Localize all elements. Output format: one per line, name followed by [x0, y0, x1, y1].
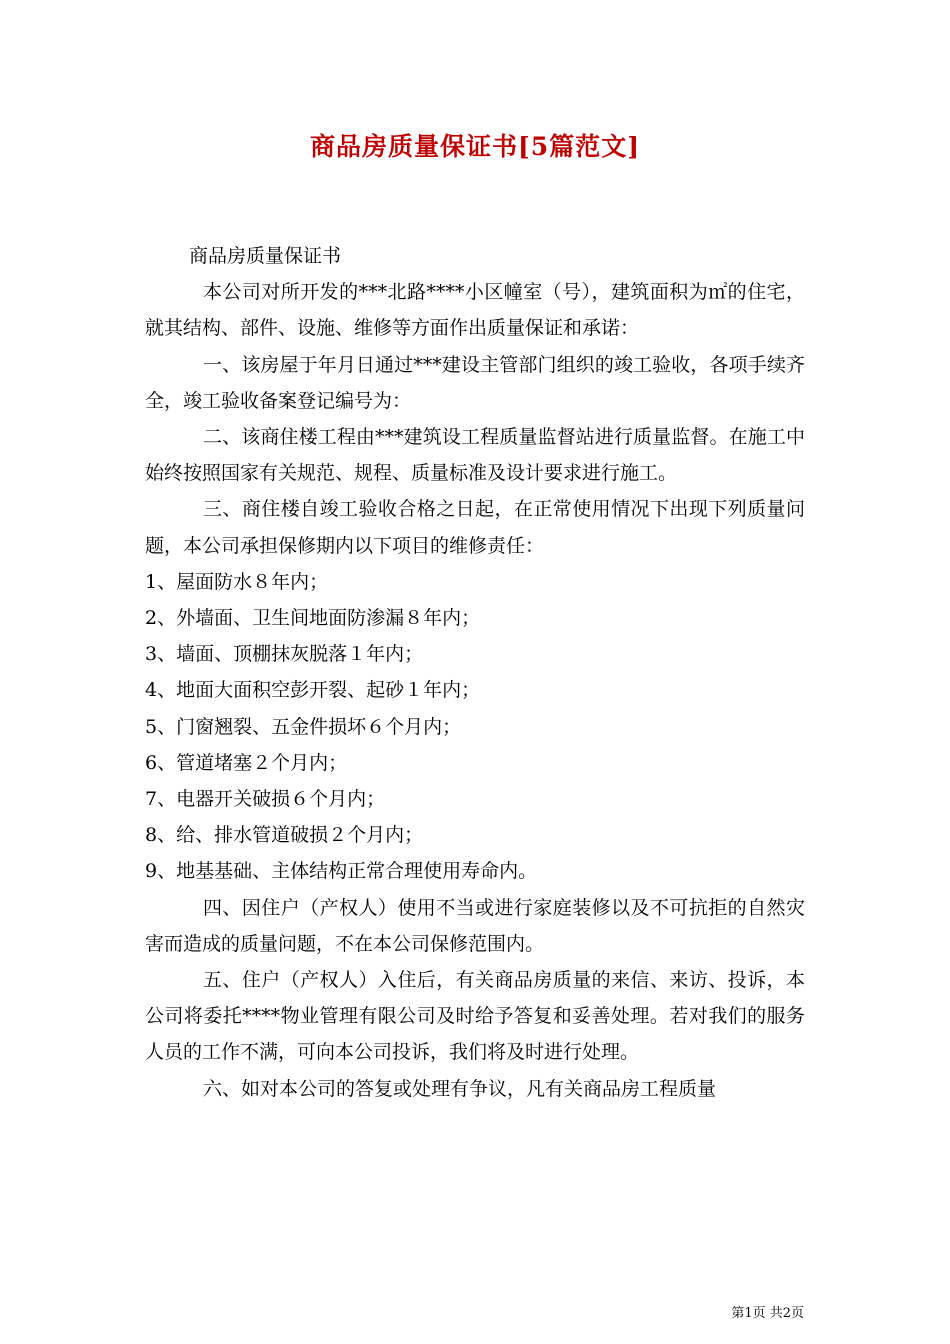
document-subtitle: 商品房质量保证书: [189, 245, 342, 267]
list-item: 8、给、排水管道破损２个月内；: [145, 824, 424, 847]
clause-3: 三、商住楼自竣工验收合格之日起，在正常使用情况下出现下列质量问题，本公司承担保修期内以下项目的维修责任：: [145, 498, 805, 557]
clause-4: 四、因住户（产权人）使用不当或进行家庭装修以及不可抗拒的自然灾害而造成的质量问题，不在本公司保修范围内。: [145, 896, 805, 955]
list-item: 7、电器开关破损６个月内；: [145, 788, 386, 811]
page-number: 第1页 共2页: [731, 1306, 804, 1321]
list-item: 6、管道堵塞２个月内；: [145, 751, 348, 774]
list-item: 1、屋面防水８年内；: [145, 570, 329, 593]
list-item: 5、门窗翘裂、五金件损坏６个月内；: [145, 715, 462, 738]
clause-2: 二、该商住楼工程由***建筑设工程质量监督站进行质量监督。在施工中始终按照国家有关规范、规程、质量标准及设计要求进行施工。: [145, 426, 805, 485]
document-body: [145, 238, 805, 1107]
intro-paragraph: 本公司对所开发的***北路****小区幢室（号），建筑面积为㎡的住宅，就其结构、部件、设施、维修等方面作出质量保证和承诺：: [145, 281, 805, 340]
clause-6: 六、如对本公司的答复或处理有争议，凡有关商品房工程质量: [203, 1077, 717, 1100]
clause-1: 一、该房屋于年月日通过***建设主管部门组织的竣工验收，各项手续齐全，竣工验收备案登记编号为：: [145, 353, 805, 412]
list-item: 3、墙面、顶棚抹灰脱落１年内；: [145, 643, 424, 666]
list-item: 2、外墙面、卫生间地面防渗漏８年内；: [145, 607, 481, 630]
document-title: 商品房质量保证书[5篇范文]: [309, 132, 641, 161]
list-item: 9、地基基础、主体结构正常合理使用寿命内。: [145, 860, 538, 883]
clause-5: 五、住户（产权人）入住后，有关商品房质量的来信、来访、投诉，本公司将委托****物业管理有限公司及时给予答复和妥善处理。若对我们的服务人员的工作不满，可向本公司投诉，我们将及时进行处理。: [145, 969, 805, 1064]
list-item: 4、地面大面积空彭开裂、起砂１年内；: [145, 679, 481, 702]
